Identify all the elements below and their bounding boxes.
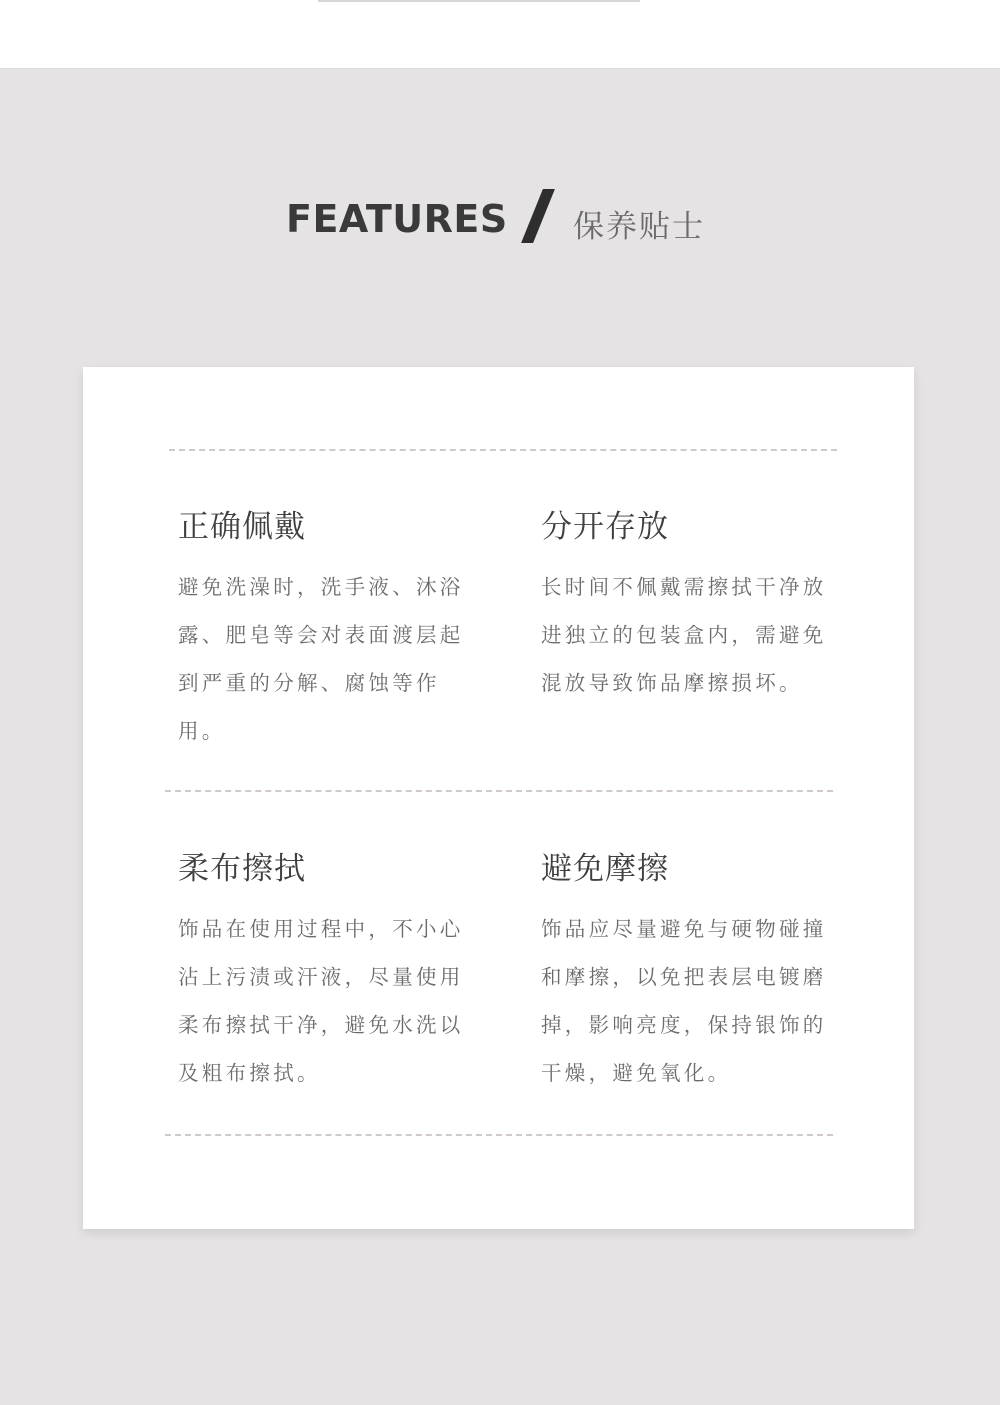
tip-body: 长时间不佩戴需擦拭干净放进独立的包装盒内，需避免混放导致饰品摩擦损坏。 xyxy=(541,575,827,695)
heading-title-en: FEATURES xyxy=(286,197,508,241)
tip-avoid-friction xyxy=(541,849,841,1097)
heading-title-cn: 保养贴士 xyxy=(573,209,705,245)
tip-body: 饰品在使用过程中，不小心沾上污渍或汗液，尽量使用柔布擦拭干净，避免水洗以及粗布擦拭。 xyxy=(178,917,464,1085)
tip-body: 避免洗澡时，洗手液、沐浴露、肥皂等会对表面渡层起到严重的分解、腐蚀等作用。 xyxy=(178,575,464,743)
slash-divider-icon xyxy=(521,189,555,243)
tip-body: 饰品应尽量避免与硬物碰撞和摩擦，以免把表层电镀磨掉，影响亮度，保持银饰的干燥，避免氧化。 xyxy=(541,917,827,1085)
tip-title: 避免摩擦 xyxy=(541,851,669,887)
care-tips-card xyxy=(83,367,914,1229)
features-panel xyxy=(0,68,1000,1405)
tip-title: 柔布擦拭 xyxy=(178,851,306,887)
section-heading xyxy=(0,191,1000,251)
tip-soft-cloth xyxy=(178,849,478,1097)
top-divider xyxy=(318,0,640,2)
tip-title: 分开存放 xyxy=(541,509,669,545)
tip-store-separately xyxy=(541,507,841,707)
dashed-divider-middle xyxy=(165,790,833,792)
tip-wear-correctly xyxy=(178,507,478,755)
dashed-divider-top xyxy=(169,449,837,451)
tip-title: 正确佩戴 xyxy=(178,509,306,545)
dashed-divider-bottom xyxy=(165,1134,833,1136)
